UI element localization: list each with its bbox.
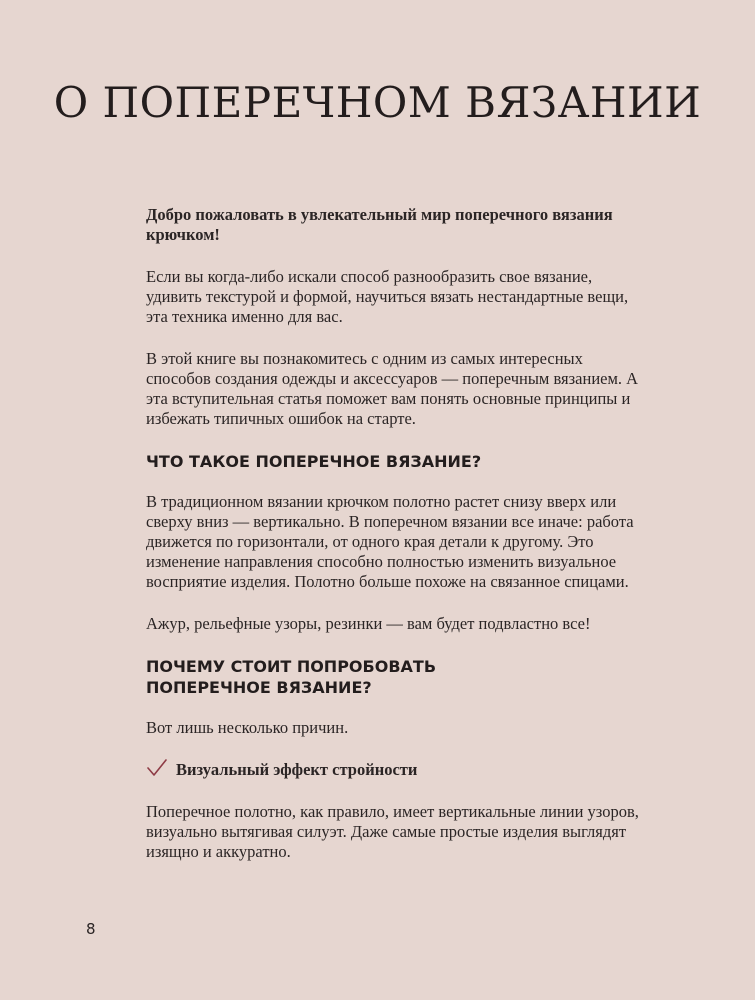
section-heading-why-try-line-2: ПОПЕРЕЧНОЕ ВЯЗАНИЕ? [146, 678, 372, 697]
section-1-paragraph-2: Ажур, рельефные узоры, резинки — вам будет подвластно все! [146, 614, 591, 633]
checkmark-icon [146, 758, 168, 778]
section-heading-why-try-line-1: ПОЧЕМУ СТОИТ ПОПРОБОВАТЬ [146, 657, 437, 676]
intro-paragraph-1: Если вы когда-либо искали способ разнообразить свое вязание, удивить текстурой и формой, научиться вязать нестандартные вещи, эта техника именно для вас. [146, 267, 629, 326]
check-item-label: Визуальный эффект стройности [176, 760, 418, 779]
page-title: О ПОПЕРЕЧНОМ ВЯЗАНИИ [53, 78, 702, 127]
section-heading-why-try [146, 656, 646, 698]
check-list-item [146, 760, 646, 780]
section-2-paragraph: Поперечное полотно, как правило, имеет вертикальные линии узоров, визуально вытягивая силуэт. Даже самые простые изделия выглядят изящно и аккуратно. [146, 802, 639, 861]
section-heading-what-is: ЧТО ТАКОЕ ПОПЕРЕЧНОЕ ВЯЗАНИЕ? [146, 452, 482, 471]
page-number: 8 [86, 920, 96, 938]
article-body [146, 205, 646, 884]
section-1-paragraph-1: В традиционном вязании крючком полотно растет снизу вверх или сверху вниз — вертикально. В поперечном вязании все иначе: работа движется по горизонтали, от одного края детали к другому. Это изменение направления способно полностью изменить визуальное восприятие изделия. Полотно больше похоже на связанное спицами. [146, 492, 634, 591]
intro-bold-text: Добро пожаловать в увлекательный мир поперечного вязания крючком! [146, 205, 613, 244]
section-2-intro: Вот лишь несколько причин. [146, 718, 349, 737]
intro-paragraph-2: В этой книге вы познакомитесь с одним из самых интересных способов создания одежды и аксессуаров — поперечным вязанием. А эта вступительная статья поможет вам понять основные принципы и избежать типичных ошибок на старте. [146, 349, 639, 428]
